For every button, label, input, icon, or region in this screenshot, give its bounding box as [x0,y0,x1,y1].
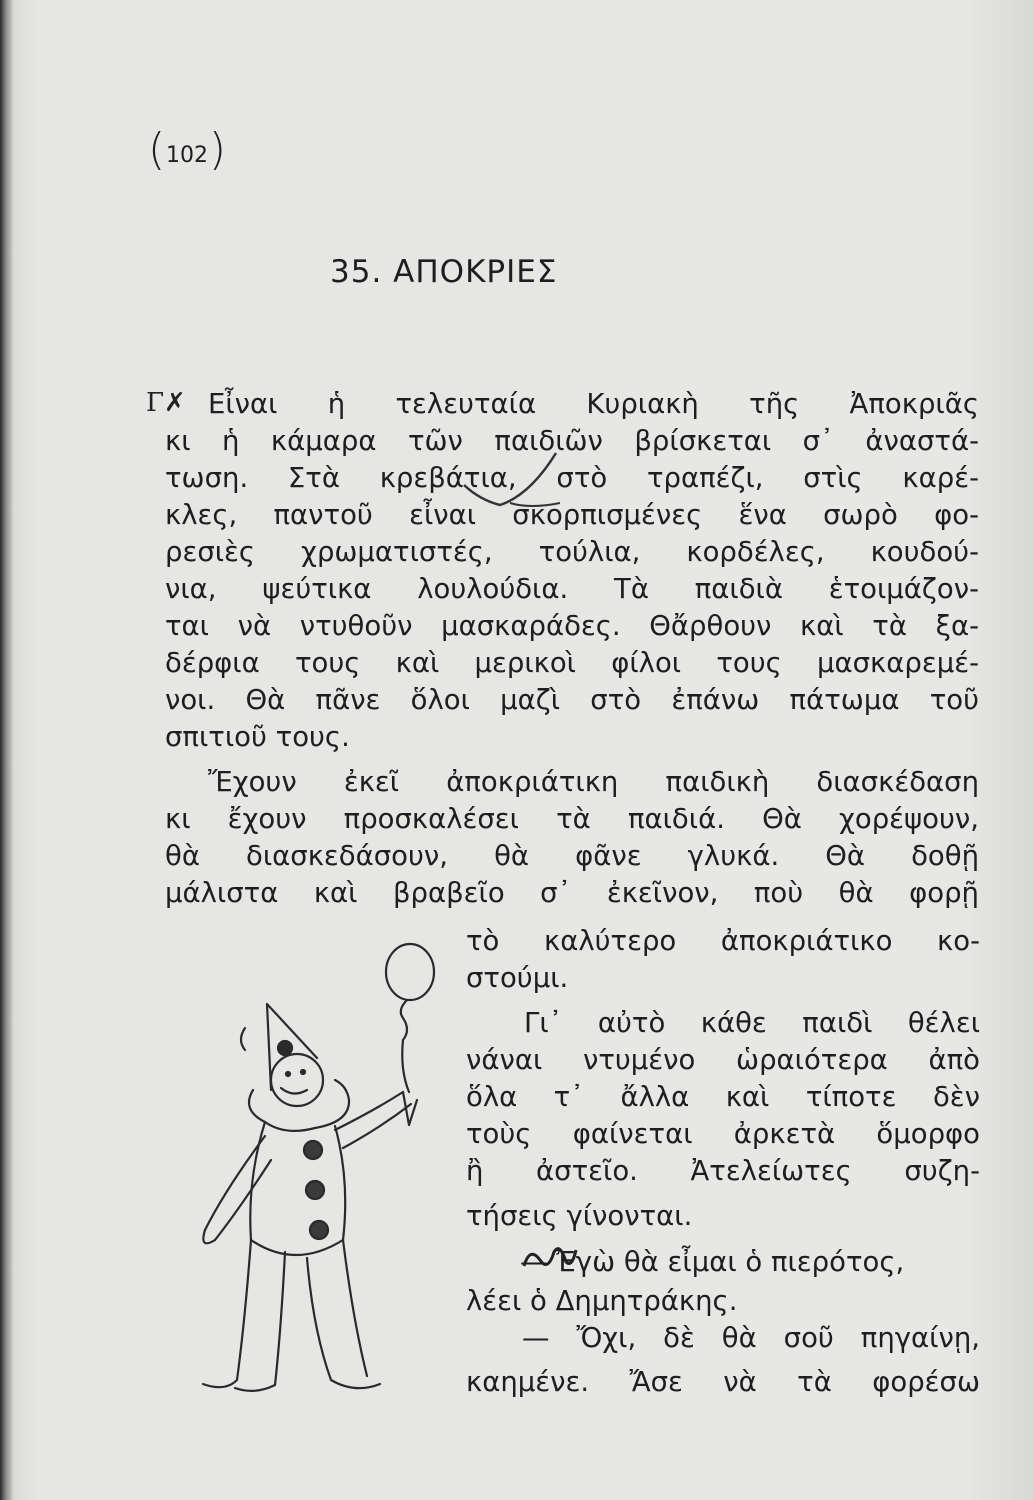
text-line: Ἔχουν ἐκεῖ ἀποκριάτικη παιδικὴ διασκέδαση [208,766,979,798]
text-line: κλες, παντοῦ εἶναι σκορπισμένες ἕνα σωρὸ φο- [165,499,979,531]
chapter-title: 35. ΑΠΟΚΡΙΕΣ [330,254,558,290]
text-line: Εἶναι ἡ τελευταία Κυριακὴ τῆς Ἀποκριᾶς [208,388,979,420]
dialogue-line: λέει ὁ Δημητράκης. [466,1285,738,1317]
text-line: κι ἔχουν προσκαλέσει τὰ παιδιά. Θὰ χορέψουν, [165,803,979,835]
text-line: τωση. Στὰ κρεβάτια, στὸ τραπέζι, στὶς καρέ- [165,462,979,494]
text-line: στούμι. [466,962,569,994]
text-line: νοι. Θὰ πᾶνε ὅλοι μαζὶ στὸ ἐπάνω πάτωμα τοῦ [165,684,979,716]
pierrot-clown-illustration-icon [185,940,455,1410]
pencil-checkmark-icon [460,445,600,520]
dialogue-line: καημένε. Ἄσε νὰ τὰ φορέσω [466,1366,980,1398]
text-line: τὸ καλύτερο ἀποκριάτικο κο- [466,925,980,957]
margin-mark: Γ✗ [146,388,186,418]
text-line: σπιτιοῦ τους. [165,721,350,753]
text-line: ἢ ἀστεῖο. Ἀτελείωτες συζη- [466,1155,980,1187]
text-line: ὅλα τ᾽ ἄλλα καὶ τίποτε δὲν [466,1081,980,1113]
text-line: νάναι ντυμένο ὡραιότερα ἀπὸ [466,1044,980,1076]
text-line: θὰ διασκεδάσουν, θὰ φᾶνε γλυκά. Θὰ δοθῇ [165,840,979,872]
text-line: τήσεις γίνονται. [466,1200,693,1232]
text-line: ται νὰ ντυθοῦν μασκαράδες. Θἄρθουν καὶ τὰ ξα- [165,610,979,642]
text-line: Γι᾽ αὐτὸ κάθε παιδὶ θέλει [524,1007,980,1039]
text-line: δέρφια τους καὶ μερικοὶ φίλοι τους μασκαρεμέ- [165,647,979,679]
page-number-value: 102 [166,143,208,168]
text-line: μάλιστα καὶ βραβεῖο σ᾽ ἐκεῖνον, ποὺ θὰ φορῇ [165,877,979,909]
text-line: ρεσιὲς χρωματιστές, τούλια, κορδέλες, κουδού- [165,536,979,568]
dialogue-line: — Ὄχι, δὲ θὰ σοῦ πηγαίνῃ, [522,1322,980,1354]
pencil-scribble-icon [520,1238,580,1278]
text-line: τοὺς φαίνεται ἀρκετὰ ὅμορφο [466,1118,980,1150]
text-line: κι ἡ κάμαρα τῶν παιδιῶν βρίσκεται σ᾽ ἀναστά- [165,425,979,457]
page-number: ( 102 ) [148,124,226,175]
dialogue-line: — Ἐγὼ θὰ εἶμαι ὁ πιερότος, [520,1246,905,1278]
text-line: νια, ψεύτικα λουλούδια. Τὰ παιδιὰ ἑτοιμάζον- [165,573,979,605]
